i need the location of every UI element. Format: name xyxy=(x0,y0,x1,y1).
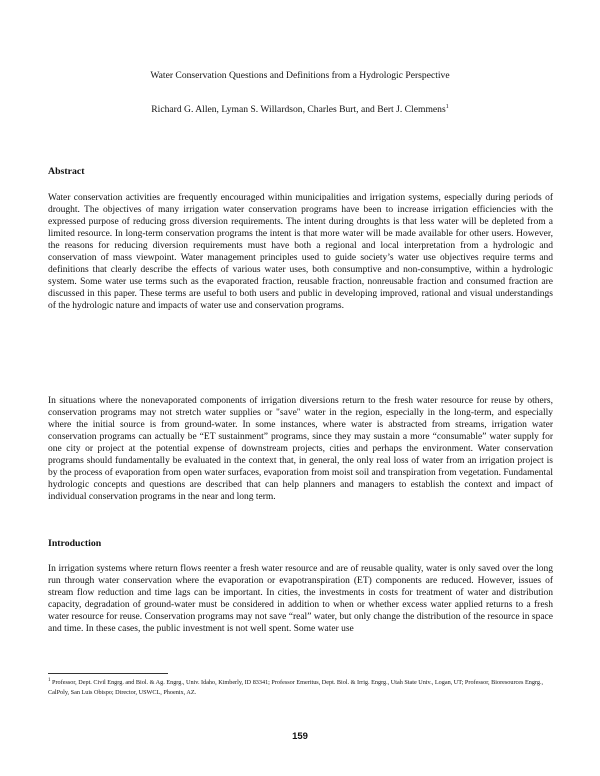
author-footnote-marker: 1 xyxy=(445,103,449,110)
introduction-heading: Introduction xyxy=(48,538,102,549)
footnote-marker: 1 xyxy=(48,677,51,683)
author-line xyxy=(0,104,600,116)
abstract-paragraph-2: In situations where the nonevaporated components of irrigation diversions return to the fresh water resource for reuse by others, conservation programs may not stretch water supplies or "save" water in the region, especially in the long-term, and especially where the initial source is from ground-water. In some instances, where water is abstracted from streams, irrigation water conservation programs can actually be “ET sustainment” programs, since they may sustain a more “consumable” water supply for one city or project at the potential expense of downstream projects, cities and perhaps the environment. Water conservation programs should fundamentally be evaluated in the context that, in general, the only real loss of water from an irrigation project is by the process of evaporation from open water surfaces, evaporation from moist soil and transpiration from vegetation. Fundamental hydrologic concepts and questions are described that can help planners and managers to establish the context and impact of individual conservation programs in the near and long term. xyxy=(48,396,553,503)
paper-title: Water Conservation Questions and Definitions from a Hydrologic Perspective xyxy=(150,70,450,81)
abstract-heading: Abstract xyxy=(48,166,85,177)
footnote-divider xyxy=(48,673,168,674)
author-names: Richard G. Allen, Lyman S. Willardson, Charles Burt, and Bert J. Clemmens xyxy=(151,104,446,115)
footnote xyxy=(48,678,553,697)
footnote-text: Professor, Dept. Civil Engrg. and Biol. & Ag. Engrg., Univ. Idaho, Kimberly, ID 83341; Professor Emeritus, Dept. Biol. & Irrig. Engrg., Utah State Univ., Logan, UT; Professor, Bioresources Engrg., CalPoly, San Luis Obispo; Director, USWCL, Phoenix, AZ. xyxy=(48,679,544,696)
abstract-paragraph-1: Water conservation activities are frequently encouraged within municipalities and irrigation systems, especially during periods of drought. The objectives of many irrigation water conservation programs have been to increase irrigation efficiencies with the expressed purpose of reducing gross diversion requirements. The intent during droughts is that less water will be depleted from a limited resource. In long-term conservation programs the intent is that more water will be made available for other users. However, the reasons for reducing diversion requirements must have both a regional and local interpretation from a hydrologic and conservation of mass viewpoint. Water management principles used to guide society’s water use objectives require terms and definitions that clearly describe the effects of various water uses, both consumptive and non-consumptive, within a hydrologic system. Some water use terms such as the evaporated fraction, reusable fraction, nonreusable fraction and consumed fraction are discussed in this paper. These terms are useful to both users and public in developing improved, rational and visual understandings of the hydrologic nature and impacts of water use and conservation programs. xyxy=(48,193,553,312)
introduction-paragraph-1: In irrigation systems where return flows reenter a fresh water resource and are of reusable quality, water is only saved over the long run through water conservation where the evaporation or evapotranspiration (ET) components are reduced. However, issues of stream flow reduction and time lags can be important. In cities, the investments in costs for treatment of water and distribution capacity, degradation of ground-water must be considered in addition to when or whether excess water applied returns to a fresh water resource for reuse. Conservation programs may not save “real” water, but only change the distribution of the resource in space and time. In these cases, the public investment is not well spent. Some water use xyxy=(48,564,553,635)
page-number: 159 xyxy=(292,731,308,742)
